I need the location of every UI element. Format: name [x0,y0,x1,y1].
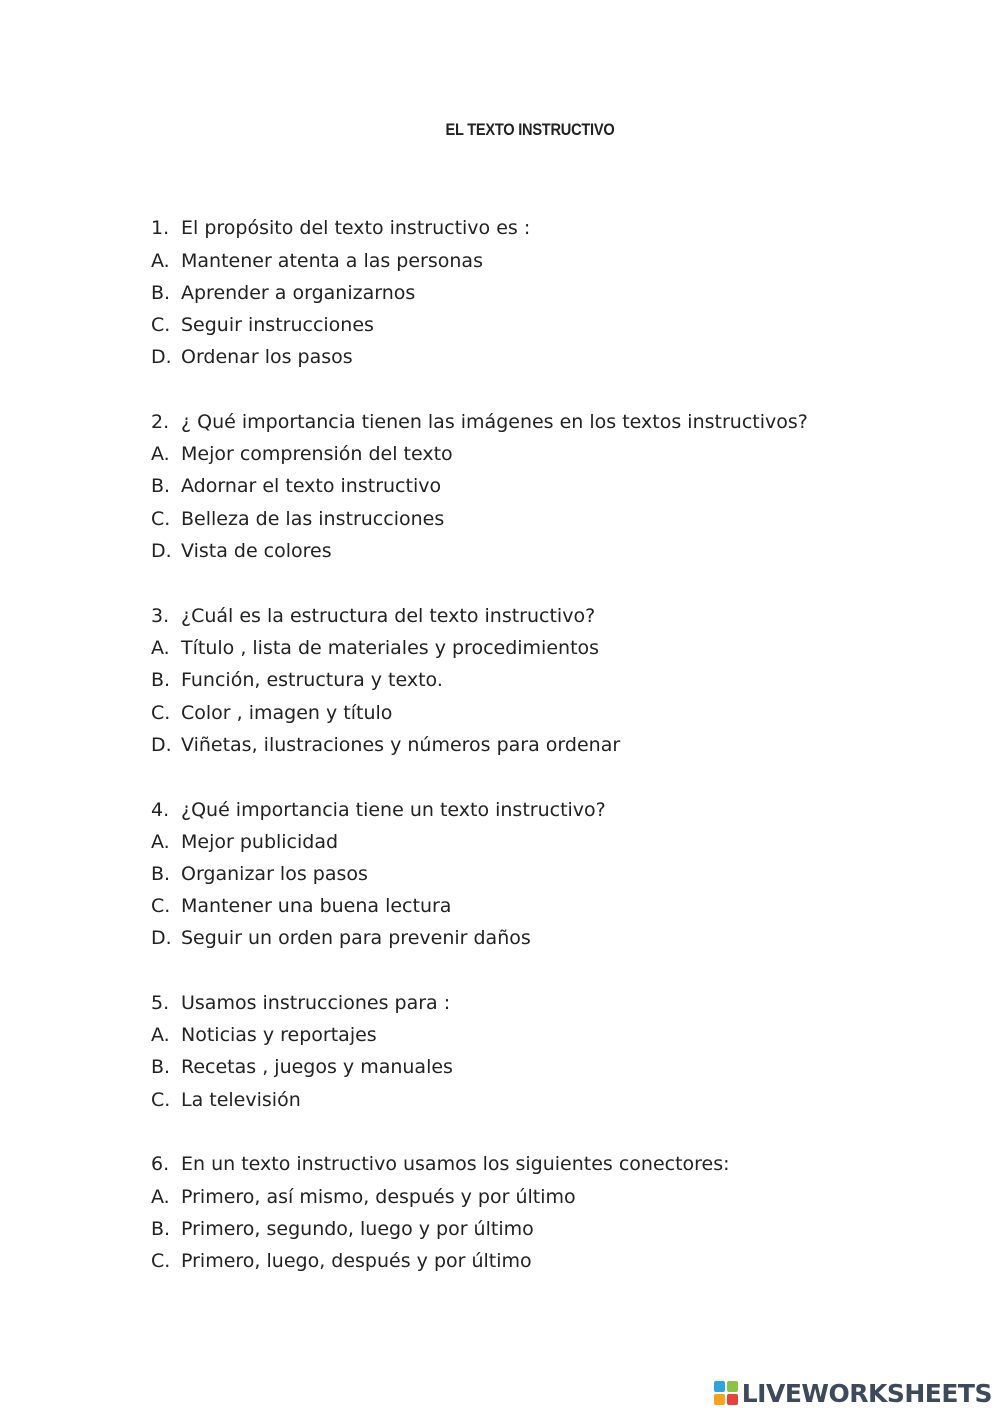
option-letter: B. [151,475,171,497]
option-text: Mejor publicidad [181,831,339,853]
option-letter: A. [151,637,170,659]
option-2b[interactable] [151,472,441,500]
option-6b[interactable] [151,1215,534,1243]
question-text: Usamos instrucciones para : [181,992,451,1014]
option-1c[interactable] [151,311,374,339]
question-4 [151,796,606,824]
option-text: Mejor comprensión del texto [181,443,453,465]
question-number: 6. [151,1153,170,1175]
question-5 [151,989,450,1017]
option-3a[interactable] [151,634,599,662]
option-5c[interactable] [151,1086,301,1114]
option-1b[interactable] [151,279,415,307]
option-text: Belleza de las instrucciones [181,508,445,530]
option-5b[interactable] [151,1053,453,1081]
liveworksheets-logo[interactable] [714,1377,992,1409]
option-letter: B. [151,669,171,691]
option-letter: C. [151,1089,171,1111]
option-letter: C. [151,314,171,336]
option-letter: B. [151,863,171,885]
option-letter: C. [151,895,171,917]
option-text: Primero, luego, después y por último [181,1250,532,1272]
option-text: Título , lista de materiales y procedimientos [181,637,600,659]
option-3b[interactable] [151,666,443,694]
option-3d[interactable] [151,731,620,759]
option-4d[interactable] [151,924,531,952]
option-text: Noticias y reportajes [181,1024,377,1046]
option-5a[interactable] [151,1021,377,1049]
option-4c[interactable] [151,892,451,920]
option-text: Primero, así mismo, después y por último [181,1186,576,1208]
question-2 [151,408,808,436]
option-text: Aprender a organizarnos [181,282,416,304]
option-1d[interactable] [151,343,353,371]
option-letter: C. [151,508,171,530]
option-text: Color , imagen y título [181,702,393,724]
option-3c[interactable] [151,699,392,727]
option-letter: B. [151,282,171,304]
option-text: Seguir un orden para prevenir daños [181,927,531,949]
option-text: Recetas , juegos y manuales [181,1056,453,1078]
option-letter: C. [151,1250,171,1272]
option-letter: B. [151,1056,171,1078]
option-text: Seguir instrucciones [181,314,374,336]
option-text: Vista de colores [181,540,332,562]
option-text: Función, estructura y texto. [181,669,443,691]
question-text: ¿Cuál es la estructura del texto instructivo? [181,605,596,627]
liveworksheets-logo-icon [714,1381,738,1405]
option-letter: D. [151,734,172,756]
option-2c[interactable] [151,505,444,533]
option-4b[interactable] [151,860,368,888]
question-number: 3. [151,605,170,627]
option-letter: C. [151,702,171,724]
question-text: En un texto instructivo usamos los siguientes conectores: [181,1153,730,1175]
option-letter: D. [151,927,172,949]
page-title: EL TEXTO INSTRUCTIVO [445,120,615,139]
option-text: Organizar los pasos [181,863,368,885]
brand-name: LIVEWORKSHEETS [741,1378,992,1408]
option-letter: A. [151,1186,170,1208]
question-3 [151,602,595,630]
option-letter: D. [151,540,172,562]
question-text: El propósito del texto instructivo es : [181,217,531,239]
option-2a[interactable] [151,440,453,468]
option-1a[interactable] [151,247,483,275]
question-number: 4. [151,799,170,821]
option-letter: A. [151,250,170,272]
question-text: ¿Qué importancia tiene un texto instructivo? [181,799,606,821]
option-letter: A. [151,831,170,853]
question-6 [151,1150,730,1178]
question-text: ¿ Qué importancia tienen las imágenes en los textos instructivos? [181,411,808,433]
option-letter: A. [151,1024,170,1046]
question-number: 5. [151,992,170,1014]
option-text: Adornar el texto instructivo [181,475,442,497]
option-text: Mantener atenta a las personas [181,250,483,272]
option-text: La televisión [181,1089,301,1111]
option-letter: B. [151,1218,171,1240]
question-1 [151,214,530,242]
option-6c[interactable] [151,1247,532,1275]
question-number: 2. [151,411,170,433]
option-text: Mantener una buena lectura [181,895,452,917]
option-letter: A. [151,443,170,465]
option-4a[interactable] [151,828,338,856]
option-letter: D. [151,346,172,368]
option-text: Ordenar los pasos [181,346,353,368]
option-text: Viñetas, ilustraciones y números para ordenar [181,734,621,756]
option-text: Primero, segundo, luego y por último [181,1218,534,1240]
question-number: 1. [151,217,170,239]
option-6a[interactable] [151,1183,576,1211]
option-2d[interactable] [151,537,332,565]
